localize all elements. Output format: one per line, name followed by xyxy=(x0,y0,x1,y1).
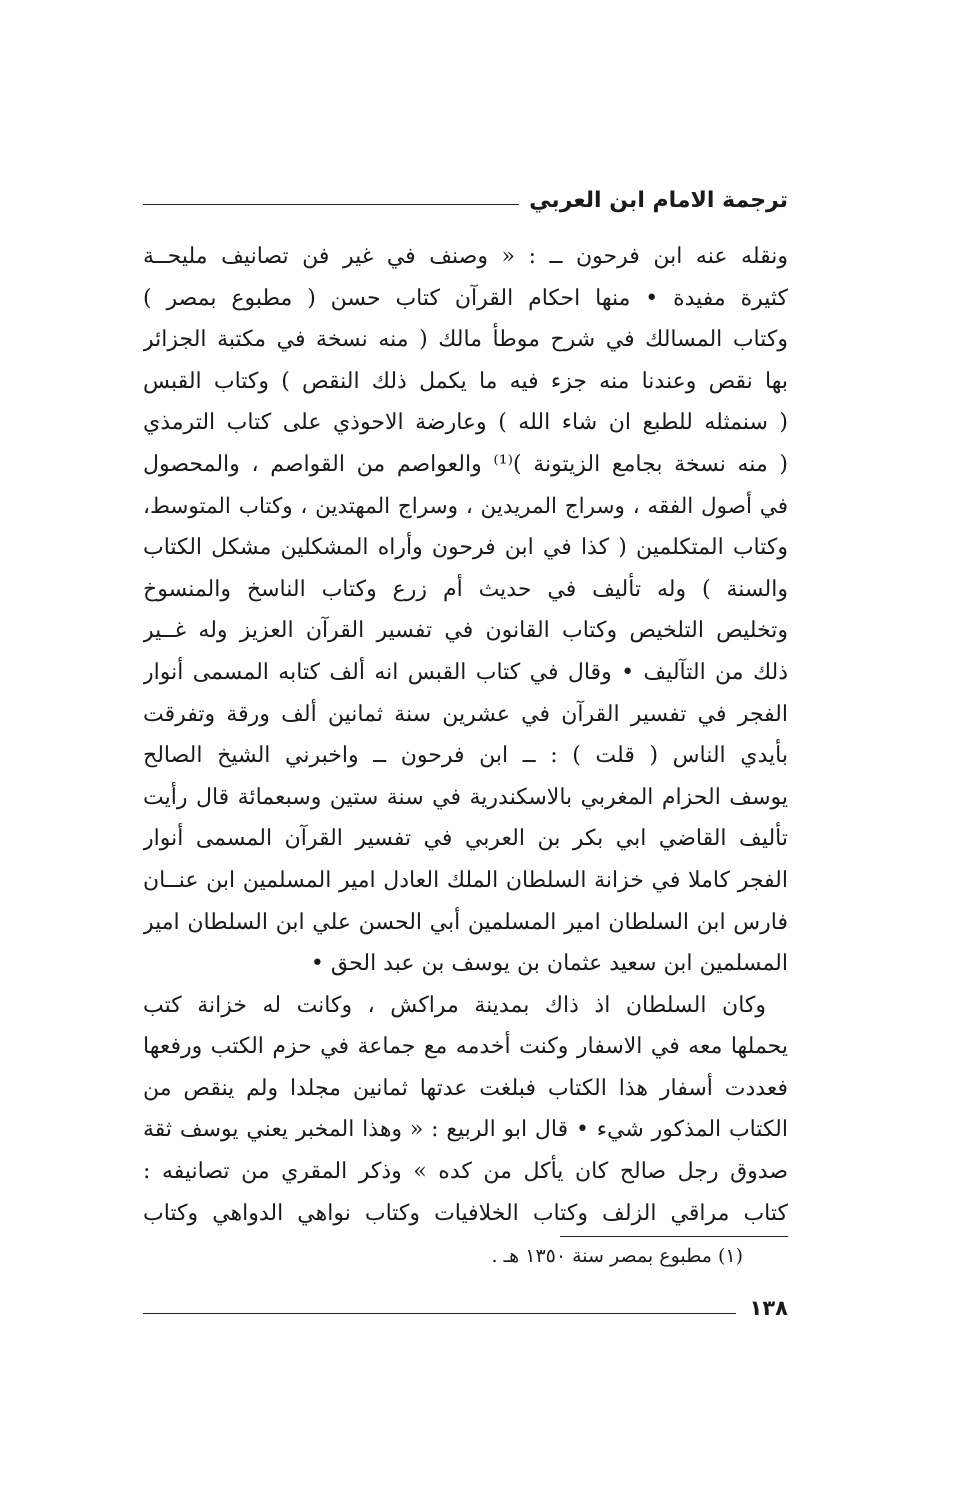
text-line: في أصول الفقه ، وسراج المريدين ، وسراج المهتدين ، وكتاب المتوسط، xyxy=(143,493,788,519)
text-line: الفجر كاملا في خزانة السلطان الملك العادل امير المسلمين ابن عنــان xyxy=(143,867,788,893)
text-line: يوسف الحزام المغربي بالاسكندرية في سنة ستين وسبعمائة قال رأيت xyxy=(143,784,788,810)
text-line: وكان السلطان اذ ذاك بمدينة مراكش ، وكانت له خزانة كتب xyxy=(143,992,766,1018)
text-line: وكتاب المسالك في شرح موطأ مالك ( منه نسخة في مكتبة الجزائر xyxy=(143,327,788,353)
text-line: المسلمين ابن سعيد عثمان بن يوسف بن عبد الحق • xyxy=(310,951,788,977)
text-line: الفجر في تفسير القرآن في عشرين سنة ثمانين ألف ورقة وتفرقت xyxy=(143,701,788,727)
text-line: وتخليص التلخيص وكتاب القانون في تفسير القرآن العزيز وله غــير xyxy=(143,618,788,644)
body-text xyxy=(143,236,788,1234)
header-title: ترجمة الامام ابن العربي xyxy=(529,187,788,213)
text-line: ونقله عنه ابن فرحون ــ : « وصنف في غير فن تصانيف مليحــة xyxy=(143,244,788,269)
footer-rule xyxy=(143,1313,736,1314)
text-line: الكتاب المذكور شيء • قال ابو الربيع : « وهذا المخبر يعني يوسف ثقة xyxy=(143,1117,788,1143)
text-line: فارس ابن السلطان امير المسلمين أبي الحسن علي ابن السلطان امير xyxy=(143,909,788,935)
running-header xyxy=(143,180,788,220)
text-line: يحملها معه في الاسفار وكنت أخدمه مع جماعة في حزم الكتب ورفعها xyxy=(143,1034,788,1060)
text-line: كثيرة مفيدة • منها احكام القرآن كتاب حسن ( مطبوع بمصر ) xyxy=(143,285,788,311)
text-line: والسنة ) وله تأليف في حديث أم زرع وكتاب الناسخ والمنسوخ xyxy=(143,576,788,602)
text-line: بأيدي الناس ( قلت ) : ــ ابن فرحون ــ واخبرني الشيخ الصالح xyxy=(143,743,788,769)
text-line: تأليف القاضي ابي بكر بن العربي في تفسير القرآن المسمى أنوار xyxy=(143,826,788,852)
header-rule xyxy=(143,204,519,205)
text-line: ذلك من التآليف • وقال في كتاب القبس انه ألف كتابه المسمى أنوار xyxy=(143,659,788,685)
text-line: ( سنمثله للطبع ان شاء الله ) وعارضة الاحوذي على كتاب الترمذي xyxy=(143,410,788,436)
footnote-separator xyxy=(560,1236,788,1237)
text-line: فعددت أسفار هذا الكتاب فبلغت عدتها ثمانين مجلدا ولم ينقص من xyxy=(143,1075,788,1101)
text-line: صدوق رجل صالح كان يأكل من كده » وذكر المقري من تصانيفه : xyxy=(143,1159,788,1185)
page-number: ١٣٨ xyxy=(749,1296,788,1320)
footnote: (١) مطبوع بمصر سنة ١٣٥٠ هـ . xyxy=(491,1245,743,1267)
text-line: بها نقص وعندنا منه جزء فيه ما يكمل ذلك النقص ) وكتاب القبس xyxy=(143,368,788,394)
text-line: كتاب مراقي الزلف وكتاب الخلافيات وكتاب نواهي الدواهي وكتاب xyxy=(143,1200,788,1226)
page-footer xyxy=(143,1288,788,1328)
text-line: ( منه نسخة بجامع الزيتونة )⁽¹⁾ والعواصم من القواصم ، والمحصول xyxy=(143,451,788,477)
text-line: وكتاب المتكلمين ( كذا في ابن فرحون وأراه المشكلين مشكل الكتاب xyxy=(143,535,788,561)
